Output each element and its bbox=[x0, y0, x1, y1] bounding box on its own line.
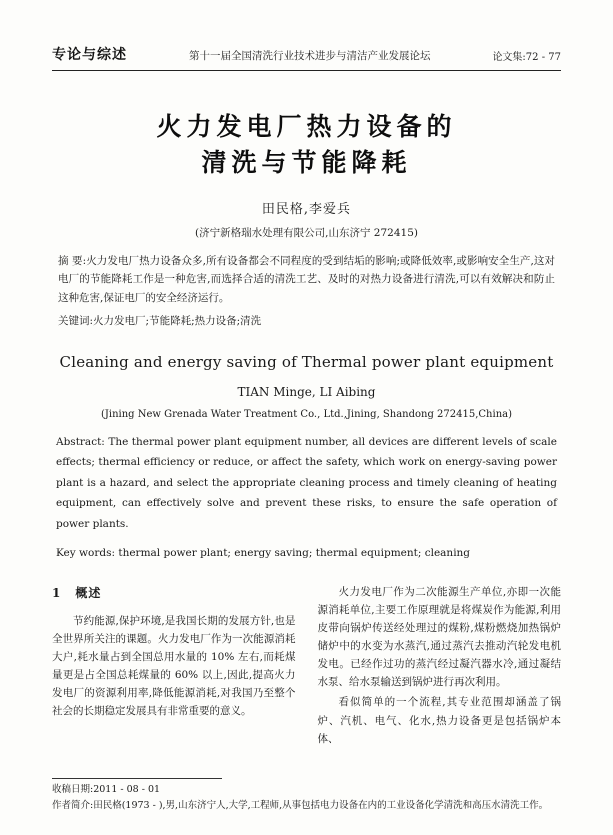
footnotes bbox=[52, 782, 561, 815]
section-number: 1 bbox=[52, 586, 62, 601]
body-columns bbox=[52, 583, 561, 749]
running-head-conference: 第十一届全国清洗行业技术进步与清洁产业发展论坛 bbox=[188, 50, 431, 62]
running-head bbox=[52, 0, 561, 68]
paragraph: 节约能源,保护环境,是我国长期的发展方针,也是全世界所关注的课题。火力发电厂作为一次能源消耗大户,耗水量占到全国总用水量的 10% 左右,而耗煤量更是占全国总耗煤量的 60% 以上,因此,提高火力发电厂的资源利用率,降低能源消耗,对我国乃至整个社会的长期稳定发展具有非常重要的意义。 bbox=[52, 614, 296, 718]
body-column-left bbox=[52, 583, 296, 749]
title-block bbox=[52, 109, 561, 240]
keywords-en: Key words: thermal power plant; energy saving; thermal equipment; cleaning bbox=[56, 547, 471, 560]
footnote-author-bio: 作者简介:田民格(1973 - ),男,山东济宁人,大学,工程师,从事包括电力设备在内的工业设备化学清洗和高压水清洗工作。 bbox=[52, 800, 549, 812]
affiliation-cn: (济宁新格瑞水处理有限公司,山东济宁 272415) bbox=[195, 227, 418, 239]
paragraph: 火力发电厂作为二次能源生产单位,亦即一次能源消耗单位,主要工作原理就是将煤炭作为能源,利用皮带向锅炉传送经处理过的煤粉,煤粉燃烧加热锅炉储炉中的水变为水蒸汽,通过蒸汽去推动汽轮发电机发电。已经作过功的蒸汽经过凝汽器水冷,通过凝结水泵、给水泵输送到锅炉进行再次利用。 bbox=[317, 586, 561, 689]
paper-title-cn-line1: 火力发电厂热力设备的 bbox=[156, 112, 457, 141]
footnote-received-date: 收稿日期:2011 - 08 - 01 bbox=[52, 783, 161, 795]
footnote-divider bbox=[52, 778, 222, 779]
paper-title-cn-line2: 清洗与节能降耗 bbox=[201, 147, 412, 177]
section-heading bbox=[52, 583, 296, 604]
authors-en: TIAN Minge, LI Aibing bbox=[237, 384, 376, 399]
paragraph: 看似简单的一个流程,其专业范围却涵盖了锅炉、汽机、电气、化水,热力设备更是包括锅炉本体、 bbox=[317, 696, 561, 745]
abstract-cn: 摘 要:火力发电厂热力设备众多,所有设备都会不同程度的受到结垢的影响;或降低效率,或影响安全生产,这对电厂的节能降耗工作是一种危害,而选择合适的清洗工艺、及时的对热力设备进行清洗,可以有效解决和防止这种危害,保证电厂的安全经济运行。 bbox=[58, 255, 555, 304]
affiliation-en: (Jining New Grenada Water Treatment Co., Ltd.,Jining, Shandong 272415,China) bbox=[100, 408, 513, 420]
section-title: 概述 bbox=[75, 586, 102, 601]
keywords-cn: 关键词:火力发电厂;节能降耗;热力设备;清洗 bbox=[58, 315, 262, 328]
body-column-right bbox=[318, 583, 562, 749]
running-head-pages: 论文集:72 - 77 bbox=[492, 52, 561, 63]
paper-title-en: Cleaning and energy saving of Thermal power plant equipment bbox=[59, 352, 554, 371]
header-divider bbox=[52, 70, 561, 71]
authors-cn: 田民格,李爱兵 bbox=[261, 202, 352, 217]
running-head-section: 专论与综述 bbox=[52, 47, 127, 63]
abstract-en: Abstract: The thermal power plant equipment number, all devices are different levels of scale effects; thermal efficiency or reduce, or affect the safety, which work on energy-saving power plant is a hazard, and select the appropriate cleaning process and timely cleaning of heating equipment, can effectively solve and prevent these risks, to ensure the safe operation of power plants. bbox=[56, 435, 557, 530]
